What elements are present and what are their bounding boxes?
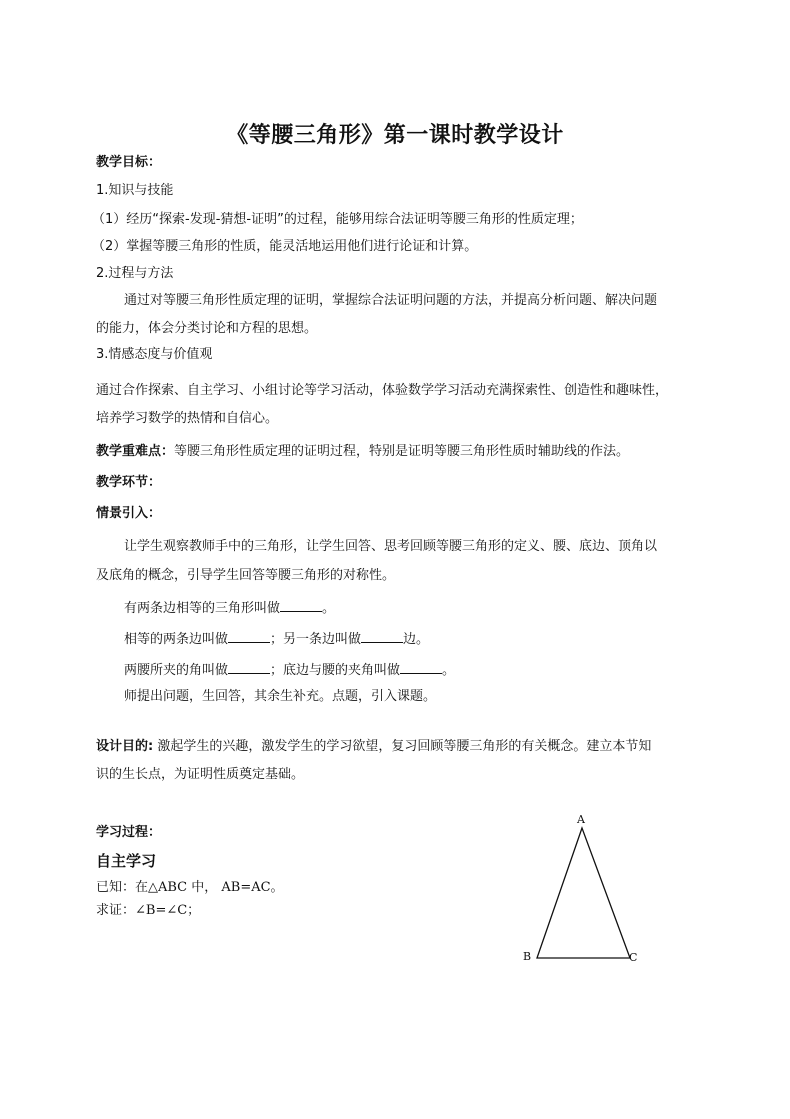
intro-question-2 — [124, 630, 429, 649]
goals-section-1: 1.知识与技能 — [96, 183, 174, 198]
design-purpose-line2: 识的生长点，为证明性质奠定基础。 — [96, 767, 305, 782]
given-statement: 已知：在△ABC 中， AB=AC。 — [96, 880, 284, 895]
goals-s2-paragraph-line1: 通过对等腰三角形性质定理的证明，掌握综合法证明问题的方法，并提高分析问题、解决问题 — [124, 293, 658, 308]
stages-label: 教学环节： — [96, 475, 162, 490]
intro-question-3 — [124, 661, 455, 680]
fill-blank — [280, 599, 322, 612]
intro-label: 情景引入： — [96, 506, 162, 521]
fill-blank — [361, 630, 403, 643]
goals-s3-paragraph-line2: 培养学习数学的热情和自信心。 — [96, 411, 279, 426]
intro-paragraph-line2: 及底角的概念，引导学生回答等腰三角形的对称性。 — [96, 568, 396, 583]
question-3-end: 。 — [442, 663, 456, 678]
goals-section-2: 2.过程与方法 — [96, 266, 174, 281]
document-title: 《等腰三角形》第一课时教学设计 — [226, 122, 564, 148]
goals-s3-paragraph-line1: 通过合作探索、自主学习、小组讨论等学习活动，体验数学学习活动充满探索性、创造性和趣味性， — [96, 383, 669, 398]
question-2-text: 相等的两条边叫做 — [124, 632, 229, 647]
prove-statement: 求证：∠B=∠C； — [96, 903, 201, 918]
fill-blank — [228, 630, 270, 643]
intro-paragraph-line1: 让学生观察教师手中的三角形，让学生回答、思考回顾等腰三角形的定义、腰、底边、顶角以 — [124, 539, 658, 554]
question-1-text: 有两条边相等的三角形叫做 — [124, 601, 281, 616]
goals-heading: 教学目标： — [96, 155, 162, 170]
vertex-label-c: C — [629, 951, 638, 964]
key-points-text: 等腰三角形性质定理的证明过程，特别是证明等腰三角形性质时辅助线的作法。 — [174, 444, 630, 459]
question-2-end: 边。 — [403, 632, 430, 647]
goals-s2-paragraph-line2: 的能力，体会分类讨论和方程的思想。 — [96, 321, 318, 336]
key-points-row — [96, 443, 629, 461]
triangle-abc — [537, 828, 630, 958]
vertex-label-b: B — [523, 950, 532, 963]
question-3-text: 两腰所夹的角叫做 — [124, 663, 229, 678]
key-points-label: 教学重难点： — [96, 444, 175, 459]
design-purpose-text: 激起学生的兴趣，激发学生的学习欲望，复习回顾等腰三角形的有关概念。建立本节知 — [153, 739, 652, 754]
goals-item-1: （1）经历“探索-发现-猜想-证明”的过程，能够用综合法证明等腰三角形的性质定理； — [92, 212, 583, 227]
fill-blank — [228, 661, 270, 674]
process-label: 学习过程： — [96, 825, 162, 840]
intro-question-1 — [124, 599, 335, 618]
intro-question-4: 师提出问题，生回答，其余生补充。点题，引入课题。 — [124, 689, 437, 704]
vertex-label-a: A — [577, 813, 585, 826]
design-purpose-label: 设计目的: — [96, 739, 154, 754]
goals-item-2: （2）掌握等腰三角形的性质，能灵活地运用他们进行论证和计算。 — [92, 239, 478, 254]
self-study-heading: 自主学习 — [96, 852, 157, 870]
question-3-middle: ；底边与腰的夹角叫做 — [270, 663, 401, 678]
isosceles-triangle-figure — [510, 808, 650, 973]
fill-blank — [400, 661, 442, 674]
design-purpose-line1 — [96, 738, 651, 756]
question-1-end: 。 — [322, 601, 336, 616]
goals-section-3: 3.情感态度与价值观 — [96, 347, 213, 362]
question-2-middle: ；另一条边叫做 — [270, 632, 362, 647]
